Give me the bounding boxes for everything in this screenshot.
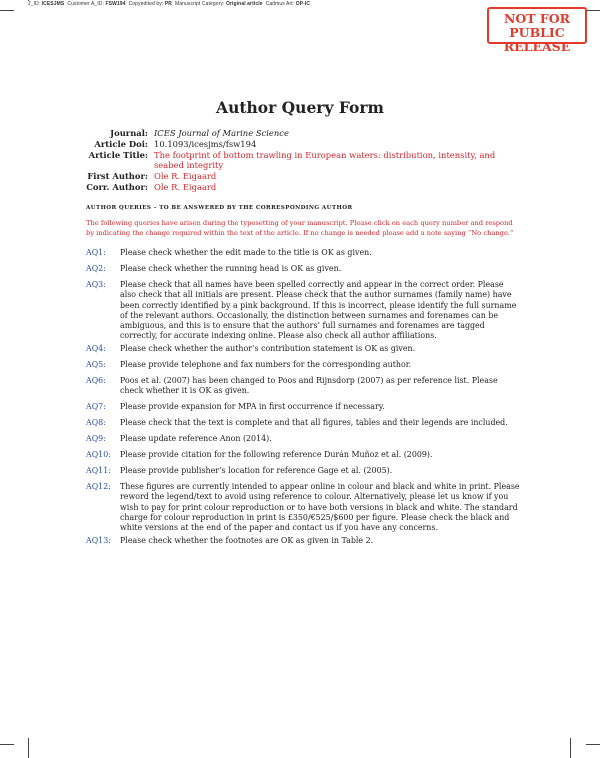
header-prefix: J_ID:: [28, 1, 41, 7]
meta-value-corr-author: Ole R. Eigaard: [154, 181, 217, 192]
query-text: Please provide publisher’s location for reference Gage et al. (2005).: [120, 466, 393, 475]
page-title: Author Query Form: [216, 98, 384, 117]
query-item: [86, 376, 522, 397]
crop-mark-bottom-left-v: [28, 738, 29, 758]
crop-mark-top-right-h: [586, 10, 600, 11]
meta-label: First Author:: [87, 171, 148, 182]
header-category-label: Manuscript Category:: [174, 1, 225, 7]
header-customer-label: Customer A_ID:: [67, 1, 105, 7]
query-text: Please check whether the author’s contribution statement is OK as given.: [120, 344, 416, 353]
query-link[interactable]: AQ5:: [86, 360, 106, 369]
header-copyedited-label: Copyedited by:: [128, 1, 164, 7]
query-link[interactable]: AQ10:: [86, 450, 111, 459]
header-cadmus-label: Cadmus Art:: [265, 1, 295, 7]
query-link[interactable]: AQ7:: [86, 402, 106, 411]
query-text: Please provide expansion for MPA in first occurrence if necessary.: [120, 402, 385, 411]
query-link[interactable]: AQ1:: [86, 248, 106, 257]
query-item: [86, 360, 522, 370]
stamp-line-2: PUBLIC RELEASE: [503, 25, 571, 54]
query-link[interactable]: AQ13:: [86, 536, 111, 545]
query-text: Please check whether the running head is OK as given.: [120, 264, 342, 273]
query-item: [86, 418, 522, 428]
meta-row-journal: [78, 128, 514, 139]
query-link[interactable]: AQ12:: [86, 482, 111, 491]
header-copyedited-by: PR: [164, 1, 172, 7]
query-item: [86, 280, 522, 342]
section-heading: AUTHOR QUERIES – TO BE ANSWERED BY THE CORRESPONDING AUTHOR: [86, 205, 353, 211]
crop-mark-bottom-right-v: [570, 738, 571, 758]
meta-label: Article Doi:: [94, 138, 148, 149]
meta-row-first-author: [78, 171, 514, 182]
query-link[interactable]: AQ8:: [86, 418, 106, 427]
meta-label: Journal:: [110, 128, 148, 138]
meta-value-first-author: Ole R. Eigaard: [154, 171, 217, 182]
query-text: Please check whether the edit made to the title is OK as given.: [120, 248, 372, 257]
query-text: Please update reference Anon (2014).: [120, 434, 272, 443]
query-item: [86, 264, 522, 274]
header-article-id: FSW194: [105, 1, 126, 7]
not-for-public-release-stamp: [487, 7, 587, 54]
meta-row-corr-author: [78, 182, 514, 193]
query-item: [86, 536, 522, 546]
query-item: [86, 344, 522, 354]
query-item: [86, 450, 522, 460]
header-journal-code: ICESJMS: [41, 1, 65, 7]
header-cadmus-art: OP-IC: [295, 1, 311, 7]
query-item: [86, 482, 522, 533]
query-text: These figures are currently intended to appear online in colour and black and white in print. Please reword the legend/text to avoid using reference to colour. Alternatively, please let us know if you wish to pay for print colour reproduction or to have both versions in black and white. The standard charge for colour reproduction in print is £350/€525/$600 per figure. Please check the black and white versions at the end of the paper and contact us if you have any concerns.: [120, 482, 520, 533]
meta-value-article-title: The footprint of bottom trawling in European waters: distribution, intensity, and seabed integrity: [154, 149, 496, 171]
meta-row-title: [78, 150, 514, 172]
stamp-line-1: NOT FOR: [503, 11, 571, 26]
intro-text: The following queries have arisen during the typesetting of your manuscript. Please click on each query number and respond by indicating the change required within the text of the article. If no change is needed please add a note saying “No change.”: [86, 219, 514, 237]
query-item: [86, 466, 522, 476]
query-text: Please check that all names have been spelled correctly and appear in the correct order. Please also check that all initials are present. Please check that the author surnames (family name) have been correctly identified by a pink background. If this is incorrect, please identify the full surname of the relevant authors. Occasionally, the distinction between surnames and forenames can be ambiguous, and this is to ensure that the authors’ full surnames and forenames are tagged correctly, for accurate indexing online. Please also check all author affiliations.: [120, 280, 517, 341]
meta-label: Article Title:: [88, 149, 148, 160]
query-text: Please check that the text is complete and that all figures, tables and their legends are included.: [120, 418, 508, 427]
header-category: Original article: [226, 1, 263, 7]
query-item: [86, 402, 522, 412]
query-item: [86, 248, 522, 258]
query-text: Please provide telephone and fax numbers for the corresponding author.: [120, 360, 412, 369]
query-link[interactable]: AQ3:: [86, 280, 106, 289]
query-link[interactable]: AQ4:: [86, 344, 106, 353]
crop-mark-bottom-right-h: [586, 744, 600, 745]
article-metadata: [78, 128, 514, 193]
query-item: [86, 434, 522, 444]
meta-row-doi: [78, 139, 514, 150]
query-text: Please check whether the footnotes are OK as given in Table 2.: [120, 536, 374, 545]
query-link[interactable]: AQ2:: [86, 264, 106, 273]
meta-label: Corr. Author:: [86, 181, 148, 192]
query-text: Poos et al. (2007) has been changed to Poos and Rijnsdorp (2007) as per reference list. Please check whether it is OK as given.: [120, 376, 498, 396]
meta-value-journal: ICES Journal of Marine Science: [154, 128, 289, 138]
query-link[interactable]: AQ9:: [86, 434, 106, 443]
query-text: Please provide citation for the following reference Durán Muñoz et al. (2009).: [120, 450, 433, 459]
crop-mark-top-left-h: [0, 10, 14, 11]
meta-value-doi: 10.1093/icesjms/fsw194: [154, 138, 257, 149]
query-link[interactable]: AQ11:: [86, 466, 111, 475]
job-header: [28, 1, 310, 7]
crop-mark-bottom-left-h: [0, 744, 14, 745]
query-link[interactable]: AQ6:: [86, 376, 106, 385]
